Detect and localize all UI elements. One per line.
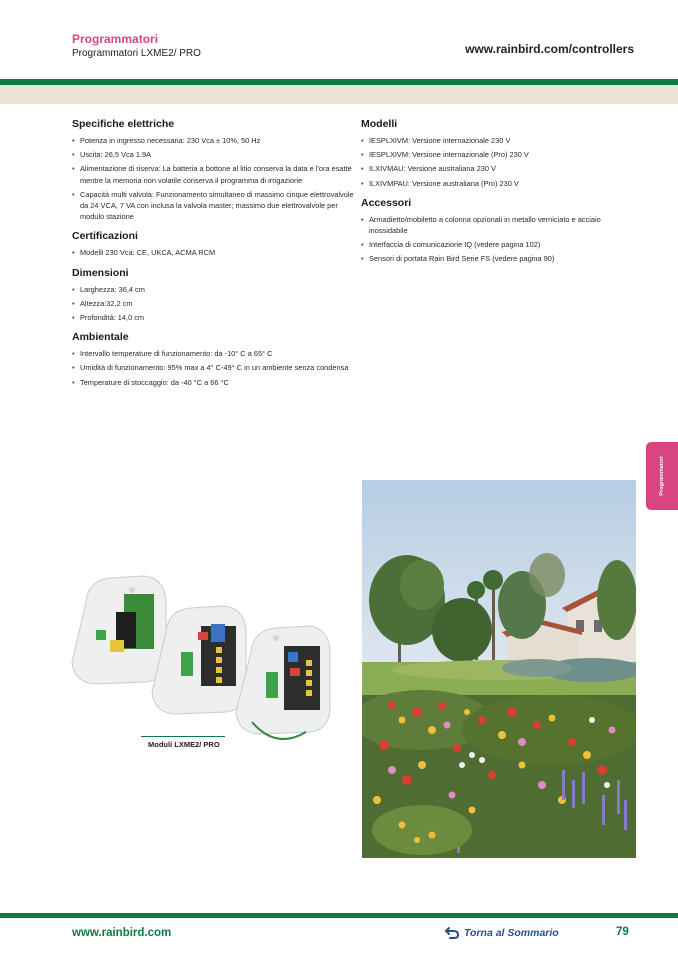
acc-section: [361, 197, 636, 265]
acc-heading: Accessori: [361, 196, 412, 209]
page-number: 79: [616, 926, 629, 938]
specs-item: • Capacità multi valvola: Funzionamento simultaneo di massimo cinque elettrovalvole da 24 VCA, 7 VA con inclusa la valvola master; massimo due elettrovalvole per modulo stazione: [72, 189, 357, 223]
modules-caption: Moduli LXME2/ PRO: [148, 740, 220, 749]
section-category: Programmatori: [72, 32, 159, 46]
models-item: • ILXIVMPAU: Versione australiana (Pro) 230 V: [361, 178, 636, 189]
specs-item: • Alimentazione di riserva: La batteria a bottone al litio conserva la data e l'ora esatte mentre la memoria non volatile conserva il programma di irrigazione: [72, 163, 357, 185]
side-tab-label: Programmatori: [659, 456, 665, 496]
models-section: [361, 118, 636, 189]
specs-item: • Uscita: 26,5 Vca 1.9A: [72, 149, 357, 160]
header-url-link[interactable]: www.rainbird.com/controllers: [465, 42, 634, 56]
cert-heading: Certificazioni: [72, 230, 138, 243]
return-arrow-icon: [444, 926, 460, 940]
garden-photo: [362, 480, 636, 858]
models-heading: Modelli: [361, 118, 398, 130]
dims-item: • Larghezza: 36,4 cm: [72, 284, 357, 295]
dims-item: • Altezza:32,2 cm: [72, 298, 357, 309]
specs-section: [72, 118, 357, 222]
header-beige-band: [0, 85, 678, 104]
modules-caption-rule: [141, 736, 225, 737]
section-subtitle: Programmatori LXME2/ PRO: [72, 48, 201, 59]
models-item: • ILXIVMAU: Versione australiana 230 V: [361, 163, 636, 174]
footer-url-link[interactable]: www.rainbird.com: [72, 927, 172, 939]
env-section: [72, 331, 357, 388]
footer-green-bar: [0, 913, 678, 918]
dims-heading: Dimensioni: [72, 266, 129, 279]
env-heading: Ambientale: [72, 331, 129, 344]
acc-item: • Armadietto/mobiletto a colonna opzionali in metallo verniciato e acciaio inossidabile: [361, 214, 636, 236]
acc-item: • Sensori di portata Rain Bird Serie FS (vedere pagina 90): [361, 253, 636, 264]
env-item: • Intervallo temperature di funzionamento: da -10° C a 65° C: [72, 348, 357, 359]
models-item: • IESPLXIVM: Versione internazionale (Pro) 230 V: [361, 149, 636, 160]
cert-item: • Modelli 230 Vca: CE, UKCA, ACMA RCM: [72, 247, 357, 258]
back-to-summary-label: Torna al Sommario: [464, 927, 559, 939]
specs-item: • Potenza in ingresso necessaria: 230 Vca ± 10%, 50 Hz: [72, 135, 357, 146]
right-column: [361, 118, 636, 273]
back-to-summary-link[interactable]: [444, 926, 559, 940]
dims-section: [72, 267, 357, 324]
cert-section: [72, 230, 357, 258]
modules-image: [66, 572, 336, 752]
dims-item: • Profondità: 14,0 cm: [72, 312, 357, 323]
left-column: [72, 118, 357, 396]
models-item: • IESPLXIVM: Versione internazionale 230 V: [361, 135, 636, 146]
side-tab-programmatori[interactable]: [646, 442, 678, 510]
env-item: • Temperature di stoccaggio: da -40 °C a 66 °C: [72, 377, 357, 388]
acc-item: • Interfaccia di comunicazione IQ (vedere pagina 102): [361, 239, 636, 250]
env-item: • Umidità di funzionamento: 95% max a 4° C-49° C in un ambiente senza condensa: [72, 362, 357, 373]
specs-heading: Specifiche elettriche: [72, 118, 175, 130]
